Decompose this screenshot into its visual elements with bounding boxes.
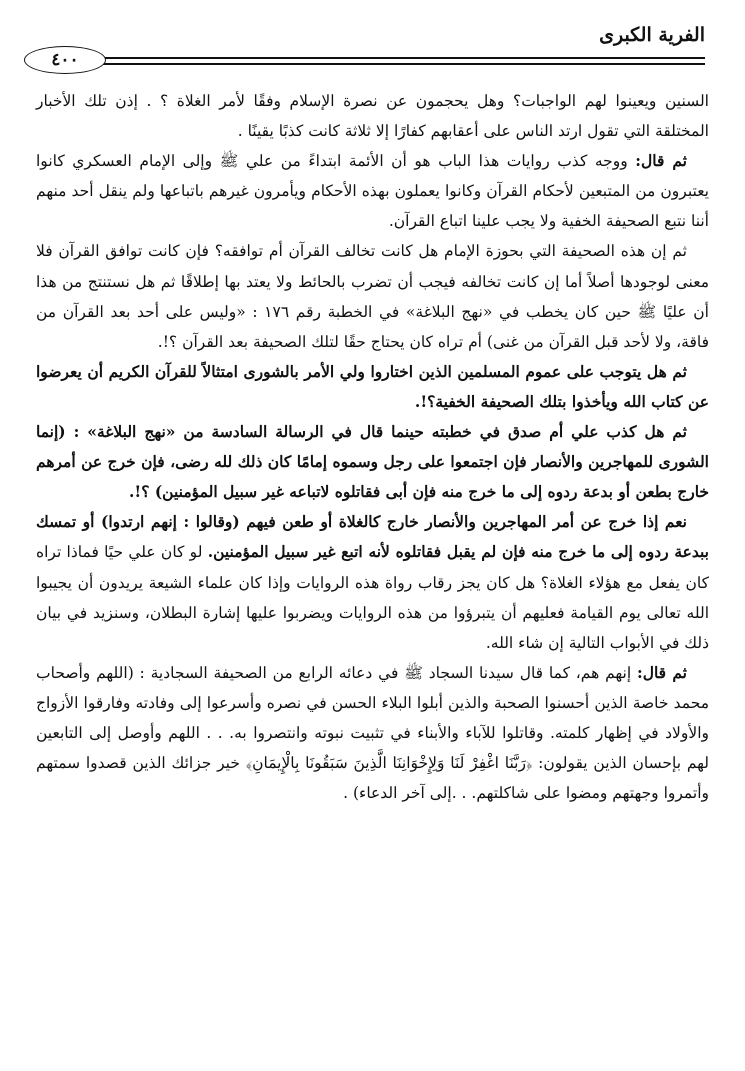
paragraph-5 xyxy=(36,417,709,507)
paragraph-6 xyxy=(36,507,709,657)
paragraph-lead: نعم إذا خرج عن أمر المهاجرين والأنصار خارج كالغلاة أو طعن فيهم (وقالوا : إنهم ارتدوا) أو تمسك ببدعة ردوه إلى ما خرج منه فإن لم يقبل فقاتلوه لأنه اتبع غير سبيل المؤمنين. xyxy=(36,512,709,562)
paragraph-text: ووجه كذب روايات هذا الباب هو أن الأئمة ابتداءً من علي ﷺ وإلى الإمام العسكري كانوا يعتبرون من المتبعين لأحكام القرآن وكانوا يعملون بهذه الأحكام ويأمرون غيرهم باتباعها ولم ينقل أحد منهم أننا نتبع الصحيفة الخفية ولا يجب علينا اتباع القرآن. xyxy=(36,152,709,231)
page-number: ٤٠٠ xyxy=(24,46,106,74)
paragraph-lead: ثم قال: xyxy=(635,151,687,171)
paragraph-lead: ثم قال: xyxy=(636,662,687,682)
page-body xyxy=(36,86,709,808)
paragraph-lead: ثم هل كذب علي أم صدق في خطبته حينما قال في الرسالة السادسة من «نهج البلاغة» : (إنما الشورى للمهاجرين والأنصار فإن اجتمعوا على رجل وسموه إمامًا كان ذلك لله رضى، فإن خرج عن أمرهم خارج بطعن أو بدعة ردوه إلى ما خرج منه فإن أبى فقاتلوه لاتباعه غير سبيل المؤمنين) ؟!. xyxy=(36,422,709,502)
paragraph-text: لو كان علي حيًا فماذا تراه كان يفعل مع هؤلاء الغلاة؟ هل كان يجز رقاب رواة هذه الروايات وإذا كان علماء الشيعة يريدون أن يجيبوا الله تعالى يوم القيامة فعليهم أن يتبرؤوا من هذه الروايات ويضربوا عليها إشارة البطلان، وسنزيد في بيان ذلك في الأبواب التالية إن شاء الله. xyxy=(36,543,709,652)
paragraph-text: ثم إن هذه الصحيفة التي بحوزة الإمام هل كانت تخالف القرآن أم توافقه؟ فإن كانت توافق القرآن فلا معنى لوجودها أصلاً أما إن كانت تخالفه فيجب أن تضرب بالحائط ولا يعتد بها إطلاقًا ثم هل نستنتج من هذا أن عليًا ﷺ حين كان يخطب في «نهج البلاغة» في الخطبة رقم ١٧٦ : «وليس على أحد بعد القرآن من فاقة، ولا لأحد قبل القرآن من غنى) أم تراه كان يحتاج حقًا لتلك الصحيفة بعد القرآن ؟!. xyxy=(36,242,709,351)
header-title: الفرية الكبرى xyxy=(599,24,705,46)
paragraph-text: السنين ويعينوا لهم الواجبات؟ وهل يحجمون عن نصرة الإسلام وفقًا لأمر الغلاة ؟ . إذن تلك الأخبار المختلقة التي تقول ارتد الناس على أعقابهم كفارًا إلا ثلاثة كانت كذبًا يقينًا . xyxy=(36,92,709,141)
header-rule-bottom xyxy=(72,63,705,65)
paragraph-7 xyxy=(36,658,709,808)
header-rule-top xyxy=(72,57,705,59)
paragraph-lead: ثم هل يتوجب على عموم المسلمين الذين اختاروا ولي الأمر بالشورى امتثالاً للقرآن الكريم أن يعرضوا عن كتاب الله ويأخذوا بتلك الصحيفة الخفية؟!. xyxy=(36,361,709,411)
paragraph-2 xyxy=(36,146,709,236)
paragraph-3 xyxy=(36,236,709,356)
paragraph-text: إنهم هم، كما قال سيدنا السجاد ﷺ في دعائه الرابع من الصحيفة السجادية : (اللهم وأصحاب محمد خاصة الذين أحسنوا الصحبة والذين أبلوا البلاء الحسن في نصره وأسرعوا إلى وفادته وفارقوا الأزواج والأولاد في إظهار كلمته. وقاتلوا للآباء والأبناء في تثبيت نبوته وانتصروا به. . . اللهم وأوصل إلى التابعين لهم بإحسان الذين يقولون: ﴿رَبَّنَا اغْفِرْ لَنَا وَلِإِخْوَانِنَا الَّذِينَ سَبَقُونَا بِالْإِيمَانِ﴾ خير جزائك الذين قصدوا سمتهم وأتمروا وجهتهم ومضوا على شاكلتهم. . .إلى آخر الدعاء) . xyxy=(36,663,709,803)
paragraph-1 xyxy=(36,86,709,146)
paragraph-4 xyxy=(36,357,709,417)
